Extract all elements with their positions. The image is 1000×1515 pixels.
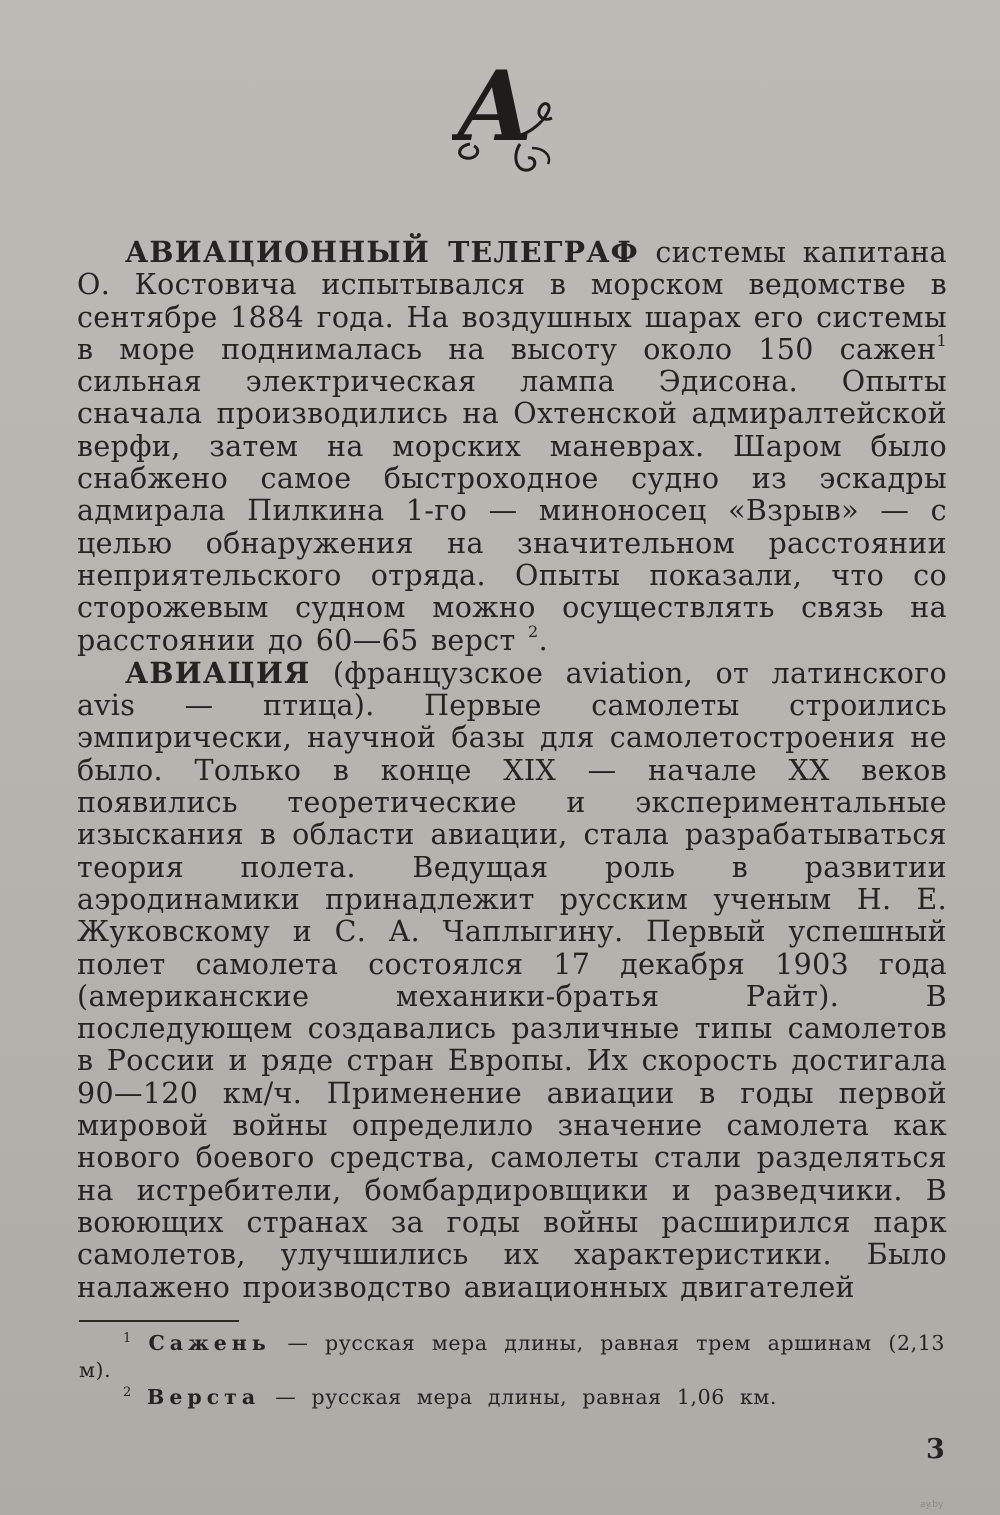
entry-text: (французское aviation, от латинского avis — птица). Первые самолеты строились эмпирически, научной базы для самолетостроения не было. Только в конце XIX — начале XX веков появились теоретические и экспериментальные изыскания в области авиации, стала разрабатываться теория полета. Ведущая роль в развитии аэродинамики принадлежит русским ученым Н. Е. Жуковскому и С. А. Чаплыгину. Первый успешный полет самолета состоялся 17 декабря 1903 года (американские механики-братья Райт). В последующем создавались различные типы самолетов в России и ряде стран Европы. Их скорость достигала 90—120 км/ч. Применение авиации в годы первой мировой войны определило значение самолета как нового боевого средства, самолеты стали разделяться на истребители, бомбардировщики и разведчики. В воюющих странах за годы войны расширился парк самолетов, улучшились их характеристики. Было налажено производство авиационных двигателей (77, 656, 947, 1304)
footnote-reference: 2 (528, 621, 539, 641)
footnote-divider (79, 1320, 239, 1322)
footnote-text: — русская мера длины, равная 1,06 км. (260, 1385, 778, 1409)
ornamental-a-icon (452, 52, 562, 192)
entry-aviation (77, 657, 947, 1304)
entry-term: АВИАЦИОННЫЙ ТЕЛЕГРАФ (125, 235, 639, 269)
footnote-term: Сажень (148, 1331, 271, 1355)
decorative-initial-letter (452, 52, 562, 192)
footnote-term: Верста (147, 1385, 261, 1409)
entry-term: АВИАЦИЯ (125, 655, 311, 690)
entry-text: системы капитана О. Костовича испытывался в морском ведомстве в сентябре 1884 года. На воздушных шарах его системы в море поднималась на высоту около 150 сажен (77, 236, 948, 366)
footnotes (79, 1330, 945, 1411)
footnote-mark: 2 (123, 1385, 132, 1400)
footnote-mark: 1 (123, 1331, 132, 1346)
footnote-text: — русская мера длины, равная трем аршинам (2,13 м). (79, 1331, 945, 1382)
page-number: 3 (926, 1434, 945, 1465)
watermark: ay.by (920, 1500, 944, 1510)
entry-aviation-telegraph (77, 236, 947, 657)
entry-text: сильная электрическая лампа Эдисона. Опыты сначала производились на Охтенской адмиралтейской верфи, затем на морских маневрах. Шаром было снабжено самое быстроходное судно из эскадры адмирала Пилкина 1-го — миноносец «Взрыв» — с целью обнаружения на значительном расстоянии неприятельского отряда. Опыты показали, что со сторожевым судном можно осуществлять связь на расстоянии до 60—65 верст (77, 365, 947, 657)
initial-letter-glyph: А (456, 52, 535, 163)
entry-text: . (538, 623, 548, 657)
footnote-reference: 1 (936, 330, 947, 350)
encyclopedia-body (77, 236, 947, 1304)
footnote-item (79, 1384, 945, 1411)
footnote-item (79, 1330, 945, 1384)
